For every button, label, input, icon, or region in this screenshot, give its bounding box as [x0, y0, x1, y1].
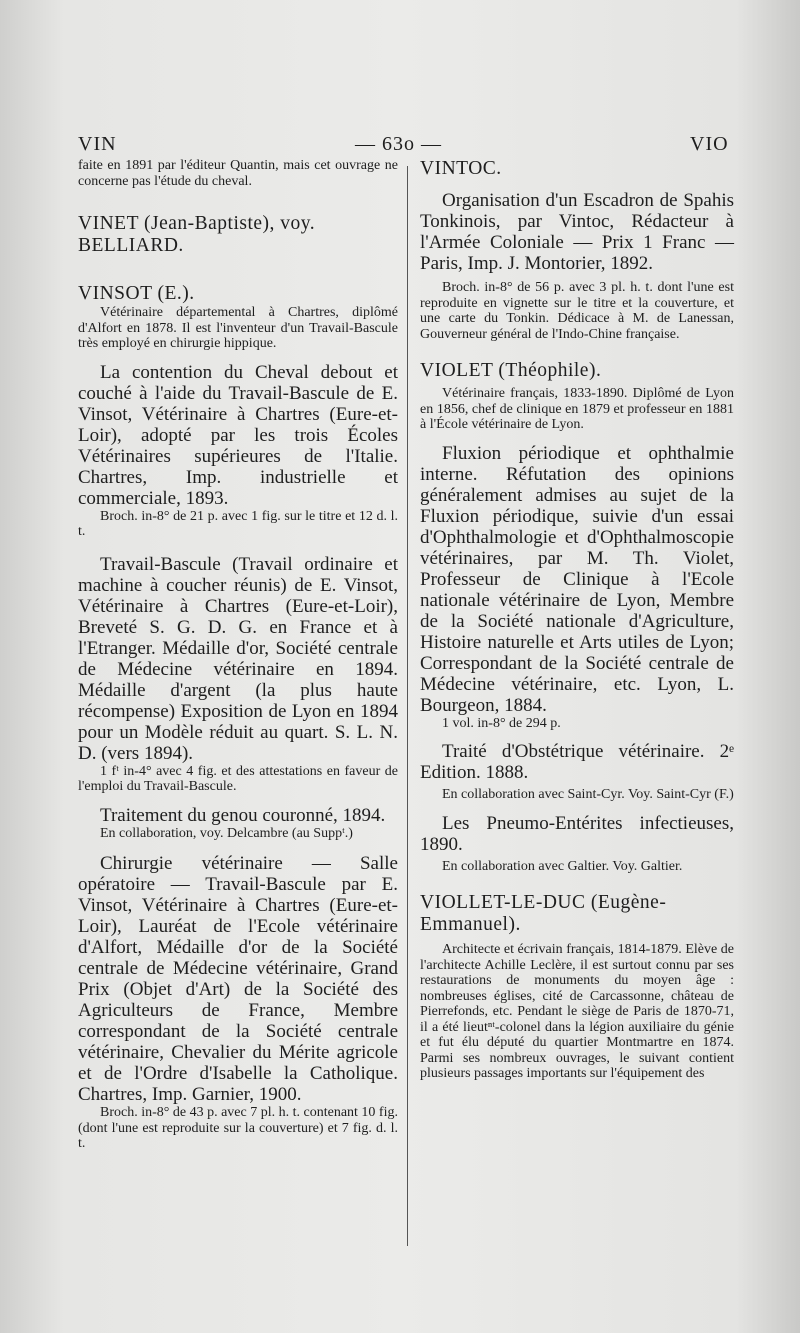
right-column — [420, 158, 734, 1082]
violet-work-3-title: Les Pneumo-Entérites infectieuses, 1890. — [420, 812, 734, 855]
violet-work-1-note: 1 vol. in-8° de 294 p. — [442, 715, 561, 731]
entry-heading-vinsot: VINSOT (E.). — [78, 283, 195, 304]
entry-heading-vinet: VINET (Jean-Baptiste), voy. BELLIARD. — [78, 213, 316, 256]
violet-work-2-title: Traité d'Obstétrique vétérinaire. 2ᵉ Edition. 1888. — [420, 741, 734, 783]
vinsot-work-4-title: Chirurgie vétérinaire — Salle opératoire — Travail-Bascule par E. Vinsot, Vétérinaire à Chartres (Eure-et-Loir), Lauréat de l'Ecole vétérinaire d'Alfort, Médaille d'or de la Société centrale de Médecine vétérinaire, Grand Prix (Objet d'Art) de la Société des Agriculteurs de France, Membre correspondant de la Société centrale vétérinaire, Chevalier du Mérite agricole et de l'Ordre d'Isabelle la Catholique. Chartres, Imp. Garnier, 1900. — [78, 853, 398, 1105]
vinsot-work-3-title: Traitement du genou couronné, 1894. — [100, 804, 386, 826]
viollet-le-duc-biography: Architecte et écrivain français, 1814-1879. Elève de l'architecte Achille Leclère, il est surtout connu par ses restaurations de monuments du moyen âge : nombreuses églises, cité de Carcassonne, château de Pierrefonds, etc. Pendant le siège de Paris de 1870-71, il a été lieutⁿᵗ-colonel dans la légion auxiliaire du génie et fut élu député du quartier Montmartre en 1874. Parmi ses nombreux ouvrages, le suivant contient plusieurs passages importants sur l'équipement des — [420, 942, 734, 1081]
page-number: — 63o — — [355, 133, 442, 155]
violet-biography: Vétérinaire français, 1833-1890. Diplômé de Lyon en 1856, chef de clinique en 1879 et professeur en 1881 à l'École vétérinaire de Lyon. — [420, 386, 734, 432]
vinsot-work-4-note: Broch. in-8° de 43 p. avec 7 pl. h. t. contenant 10 fig. (dont l'une est reproduite sur la couverture) et 7 fig. d. l. t. — [78, 1105, 398, 1151]
vinsot-work-1-note: Broch. in-8° de 21 p. avec 1 fig. sur le titre et 12 d. l. t. — [78, 508, 398, 539]
vintoc-work-note: Broch. in-8° de 56 p. avec 3 pl. h. t. dont l'une est reproduite en vignette sur le titre et la couverture, et une carte du Tonkin. Dédicace à M. de Lanessan, Gouverneur général de l'Indo-Chine française. — [420, 280, 734, 342]
column-divider — [407, 166, 408, 1246]
vinsot-work-1-title: La contention du Cheval debout et couché à l'aide du Travail-Bascule de E. Vinsot, Vétérinaire à Chartres (Eure-et-Loir), adopté par les trois Écoles Vétérinaires supérieures de l'Italie. Chartres, Imp. industrielle et commerciale, 1893. — [78, 361, 398, 509]
entry-heading-vintoc: VINTOC. — [420, 158, 502, 179]
violet-work-3-note: En collaboration avec Galtier. Voy. Galtier. — [442, 858, 683, 874]
running-head-left: VIN — [78, 133, 117, 155]
entry-heading-viollet-le-duc: VIOLLET-LE-DUC (Eugène-Emmanuel). — [420, 892, 667, 935]
vintoc-work-title: Organisation d'un Escadron de Spahis Tonkinois, par Vintoc, Rédacteur à l'Armée Coloniale — Prix 1 Franc — Paris, Imp. J. Montorier, 1892. — [420, 190, 734, 274]
continued-text: faite en 1891 par l'éditeur Quantin, mais cet ouvrage ne concerne pas l'étude du cheval. — [78, 158, 398, 189]
vinsot-work-3-note: En collaboration, voy. Delcambre (au Suppᵗ.) — [100, 825, 353, 841]
vinsot-work-2-title: Travail-Bascule (Travail ordinaire et machine à coucher réunis) de E. Vinsot, Vétérinaire à Chartres (Eure-et-Loir), Breveté S. G. D. G. en France et à l'Etranger. Médaille d'or, Société centrale de Médecine vétérinaire en 1894. Médaille d'argent (la plus haute récompense) Exposition de Lyon en 1894 pour un Modèle réduit au quart. S. L. N. D. (vers 1894). — [78, 553, 398, 764]
violet-work-2-note: En collaboration avec Saint-Cyr. Voy. Saint-Cyr (F.) — [442, 787, 734, 802]
running-head-right: VIO — [690, 133, 729, 155]
entry-heading-violet: VIOLET (Théophile). — [420, 360, 602, 381]
vinsot-biography: Vétérinaire départemental à Chartres, diplômé d'Alfort en 1878. Il est l'inventeur d'un Travail-Bascule très employé en chirurgie hippique. — [78, 305, 398, 351]
vinsot-work-2-note: 1 fᵗ in-4° avec 4 fig. et des attestations en faveur de l'emploi du Travail-Bascule. — [78, 763, 398, 794]
violet-work-1-title: Fluxion périodique et ophthalmie interne. Réfutation des opinions généralement admises au sujet de la Fluxion périodique, suivie d'un essai d'Ophthalmologie et d'Ophthalmoscopie vétérinaires, par M. Th. Violet, Professeur de Clinique à l'Ecole nationale vétérinaire de Lyon, Membre de la Société nationale d'Agriculture, Histoire naturelle et Arts utiles de Lyon; Correspondant de la Société centrale de Médecine vétérinaire, etc. Lyon, L. Bourgeon, 1884. — [420, 442, 734, 716]
left-column — [78, 158, 398, 1152]
